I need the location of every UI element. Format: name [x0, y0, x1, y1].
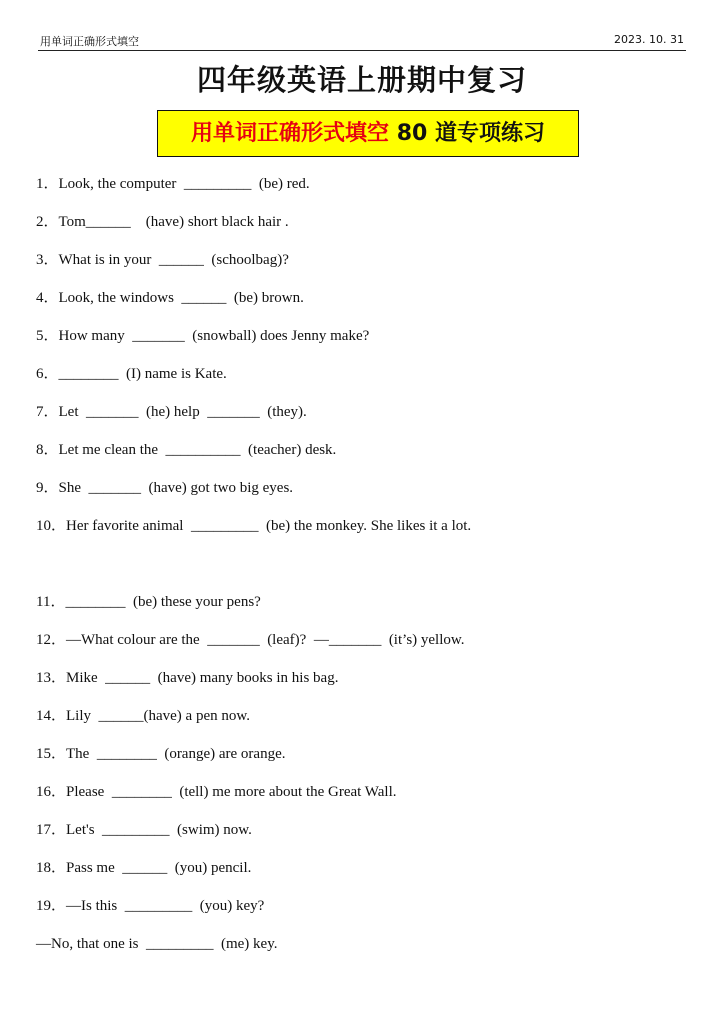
- question-12: 12．—What colour are the _______ (leaf)? —_______ (it’s) yellow.: [36, 632, 465, 648]
- question-5: 5．How many _______ (snowball) does Jenny make?: [36, 328, 370, 344]
- question-14: 14．Lily ______(have) a pen now.: [36, 708, 250, 724]
- question-19-answer-line: —No, that one is _________ (me) key.: [36, 936, 278, 952]
- question-1: 1．Look, the computer _________ (be) red.: [36, 176, 310, 192]
- question-7: 7．Let _______ (he) help _______ (they).: [36, 404, 307, 420]
- subtitle-topic: 用单词正确形式填空: [191, 121, 390, 146]
- question-13: 13．Mike ______ (have) many books in his bag.: [36, 670, 339, 686]
- subtitle-banner: [157, 110, 579, 157]
- page-title: 四年级英语上册期中复习: [196, 63, 527, 97]
- question-2: 2．Tom______ (have) short black hair .: [36, 214, 289, 230]
- question-18: 18．Pass me ______ (you) pencil.: [36, 860, 252, 876]
- question-4: 4．Look, the windows ______ (be) brown.: [36, 290, 304, 306]
- question-16: 16．Please ________ (tell) me more about the Great Wall.: [36, 784, 397, 800]
- question-17: 17．Let's _________ (swim) now.: [36, 822, 252, 838]
- question-19: 19．—Is this _________ (you) key?: [36, 898, 265, 914]
- header-topic: 用单词正确形式填空: [40, 35, 139, 48]
- question-6: 6．________ (I) name is Kate.: [36, 366, 227, 382]
- question-3: 3．What is in your ______ (schoolbag)?: [36, 252, 289, 268]
- subtitle-count: 80 道专项练习: [396, 121, 545, 146]
- question-9: 9．She _______ (have) got two big eyes.: [36, 480, 294, 496]
- question-11: 11．________ (be) these your pens?: [36, 594, 261, 610]
- question-15: 15．The ________ (orange) are orange.: [36, 746, 286, 762]
- question-10: 10．Her favorite animal _________ (be) the monkey. She likes it a lot.: [36, 518, 472, 534]
- question-8: 8．Let me clean the __________ (teacher) desk.: [36, 442, 337, 458]
- header-date: 2023. 10. 31: [614, 33, 684, 46]
- page-header: [38, 30, 686, 51]
